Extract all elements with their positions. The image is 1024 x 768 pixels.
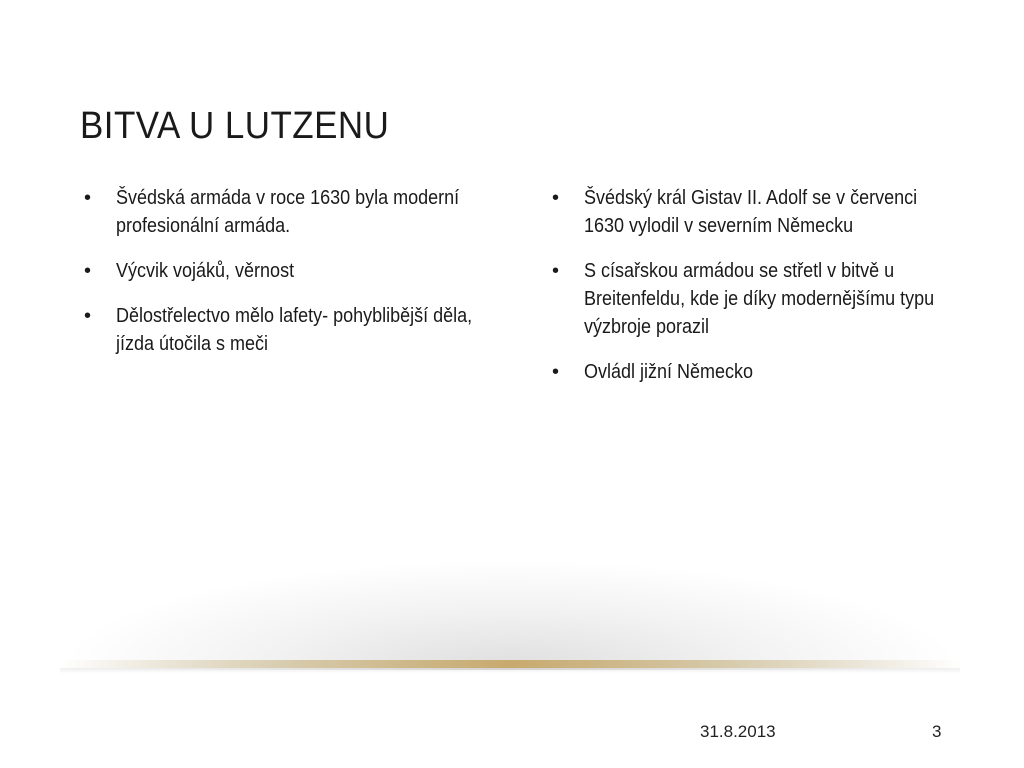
list-item: [550, 184, 960, 240]
list-item: [82, 184, 502, 240]
decorative-glow: [60, 560, 960, 670]
right-column: [550, 184, 960, 403]
bullet-text: Dělostřelectvo mělo lafety- pohyblibější děla, jízda útočila s meči: [116, 305, 473, 355]
list-item: [82, 257, 502, 285]
bullet-icon: •: [84, 260, 92, 282]
bullet-icon: •: [552, 260, 560, 282]
right-bullet-list: [550, 184, 960, 386]
footer-date: 31.8.2013: [700, 722, 776, 741]
bullet-icon: •: [84, 305, 92, 327]
list-item: [82, 302, 502, 358]
bullet-icon: •: [84, 187, 92, 209]
list-item: [550, 358, 960, 386]
bullet-text: Švédský král Gistav II. Adolf se v červenci 1630 vylodil v severním Německu: [584, 187, 918, 237]
bullet-text: Švédská armáda v roce 1630 byla moderní profesionální armáda.: [116, 187, 460, 237]
bullet-icon: •: [552, 187, 560, 209]
slide-number: 3: [932, 722, 942, 741]
slide-title: BITVA U LUTZENU: [80, 105, 390, 147]
bullet-text: Výcvik vojáků, věrnost: [116, 260, 295, 282]
list-item: [550, 257, 960, 341]
bullet-text: S císařskou armádou se střetl v bitvě u Breitenfeldu, kde je díky modernějšímu typu výzbroje porazil: [584, 260, 935, 338]
decorative-divider: [60, 660, 960, 668]
bullet-icon: •: [552, 361, 560, 383]
left-column: [82, 184, 502, 375]
divider-shadow: [60, 668, 960, 674]
bullet-text: Ovládl jižní Německo: [584, 361, 754, 383]
left-bullet-list: [82, 184, 502, 358]
